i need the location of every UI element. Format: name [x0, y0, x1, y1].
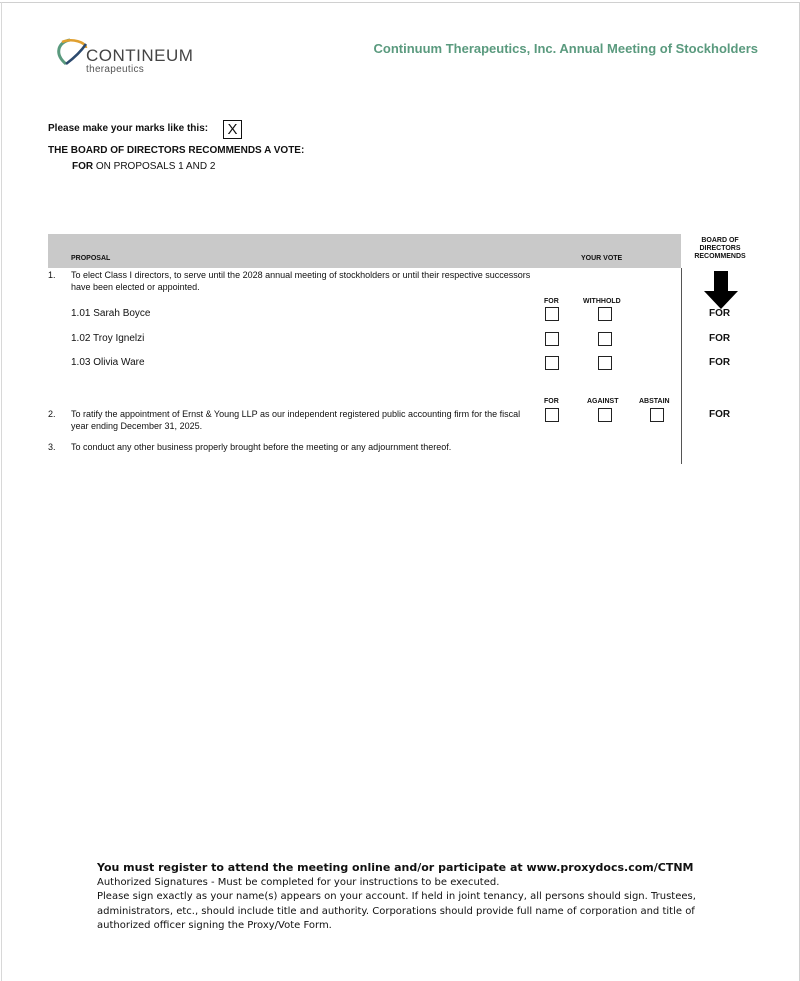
- recommendation-proposals: ON PROPOSALS 1 AND 2: [95, 161, 216, 172]
- proposal-3-number: 3.: [48, 442, 56, 452]
- nominee-2-for-checkbox[interactable]: [545, 332, 559, 346]
- proposal-3-text: To conduct any other business properly brought before the meeting or any adjournment thereof.: [71, 442, 452, 452]
- nominee-3-recommendation: FOR: [709, 357, 731, 368]
- proposal-2-for-header: FOR: [544, 398, 559, 405]
- recommendation-for-word: FOR: [72, 161, 94, 172]
- page-border-top: [0, 2, 800, 3]
- proposal-1-withhold-header: WITHHOLD: [583, 298, 621, 305]
- header-board-line3: RECOMMENDS: [694, 253, 746, 260]
- signature-instructions: [97, 861, 717, 934]
- nominee-1-for-checkbox[interactable]: [545, 307, 559, 321]
- nominee-2-name: 1.02 Troy Ignelzi: [71, 333, 145, 344]
- header-your-vote: YOUR VOTE: [581, 255, 623, 262]
- mark-example-box: X: [223, 120, 242, 139]
- proposal-2-number: 2.: [48, 409, 56, 419]
- board-recommends-heading: THE BOARD OF DIRECTORS RECOMMENDS A VOTE:: [48, 145, 305, 156]
- sign-instructions: Please sign exactly as your name(s) appears on your account. If held in joint tenancy, all persons should sign. Trustees, administrators, etc., should include title and authority. Corporations should provide full name of corporation and title of authorized officer signing the Proxy/Vote Form.: [97, 891, 696, 931]
- nominee-3-name: 1.03 Olivia Ware: [71, 357, 145, 368]
- nominee-2-recommendation: FOR: [709, 333, 731, 344]
- nominee-3-for-checkbox[interactable]: [545, 356, 559, 370]
- logo-wordmark: CONTINEUM: [86, 46, 194, 65]
- proposal-2-text: To ratify the appointment of Ernst & Young LLP as our independent registered public accounting firm for the fiscal year ending December 31, 2025.: [71, 409, 521, 431]
- proposal-2-for-checkbox[interactable]: [545, 408, 559, 422]
- meeting-title: Continuum Therapeutics, Inc. Annual Meeting of Stockholders: [373, 41, 758, 56]
- board-column-divider: [681, 268, 682, 464]
- proposal-2-abstain-checkbox[interactable]: [650, 408, 664, 422]
- register-notice: You must register to attend the meeting online and/or participate at www.proxydocs.com/CTNM: [97, 861, 694, 874]
- down-arrow-icon: [704, 271, 738, 309]
- authorized-signatures-note: Authorized Signatures - Must be completed for your instructions to be executed.: [97, 876, 500, 888]
- proposal-1-for-header: FOR: [544, 298, 559, 305]
- nominee-1-recommendation: FOR: [709, 308, 731, 319]
- header-board-line2: DIRECTORS: [699, 245, 741, 252]
- marks-instruction: Please make your marks like this:: [48, 123, 209, 134]
- nominee-2-withhold-checkbox[interactable]: [598, 332, 612, 346]
- proposal-2-against-header: AGAINST: [587, 398, 619, 405]
- recommendation-summary: [72, 161, 215, 172]
- proposal-table-header: [48, 234, 681, 268]
- proposal-2-against-checkbox[interactable]: [598, 408, 612, 422]
- company-logo: [52, 36, 202, 78]
- header-board-recommends: [683, 237, 757, 261]
- header-board-line1: BOARD OF: [701, 237, 739, 244]
- proposal-1-number: 1.: [48, 270, 56, 280]
- header-proposal: PROPOSAL: [71, 255, 111, 262]
- proposal-2-abstain-header: ABSTAIN: [639, 398, 670, 405]
- proposal-2-recommendation: FOR: [709, 409, 731, 420]
- proposal-1-text: To elect Class I directors, to serve until the 2028 annual meeting of stockholders or until their respective successors have been elected or appointed.: [71, 270, 531, 292]
- nominee-3-withhold-checkbox[interactable]: [598, 356, 612, 370]
- nominee-1-withhold-checkbox[interactable]: [598, 307, 612, 321]
- page-border-left: [1, 2, 2, 981]
- nominee-1-name: 1.01 Sarah Boyce: [71, 308, 151, 319]
- logo-subtitle: therapeutics: [86, 64, 145, 75]
